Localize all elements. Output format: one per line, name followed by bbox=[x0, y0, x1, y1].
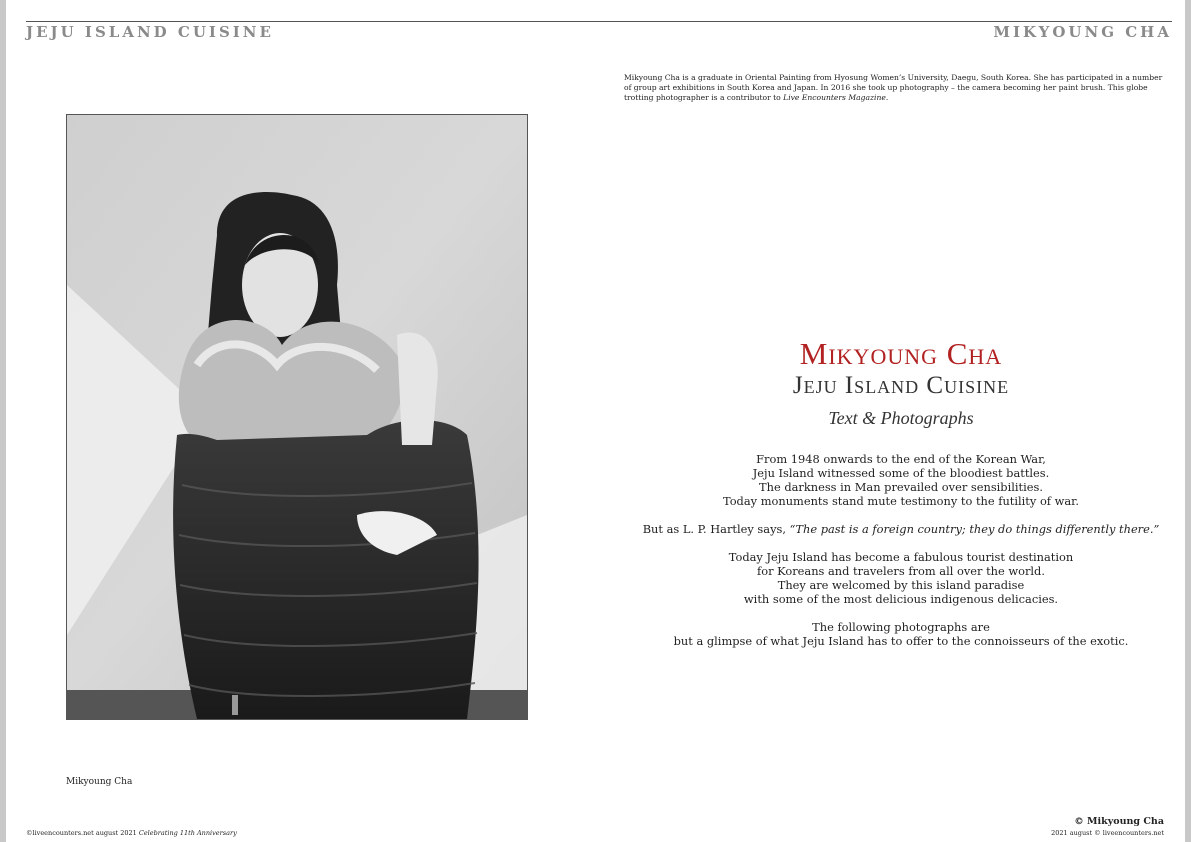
intro-line: with some of the most delicious indigenous delicacies. bbox=[743, 592, 1059, 606]
intro-paragraph-2 bbox=[626, 522, 1176, 536]
intro-paragraph-3 bbox=[626, 550, 1176, 606]
article-tagline: Text & Photographs bbox=[828, 408, 974, 428]
intro-line: Today Jeju Island has become a fabulous tourist destination bbox=[728, 550, 1074, 564]
intro-paragraph-1 bbox=[626, 452, 1176, 508]
intro-line: They are welcomed by this island paradise bbox=[777, 578, 1025, 592]
footer-right-credit: 2021 august © liveencounters.net bbox=[1051, 829, 1164, 837]
bio-magazine-name: Live Encounters Magazine. bbox=[783, 93, 889, 102]
intro-line: From 1948 onwards to the end of the Korean War, bbox=[756, 452, 1046, 466]
author-portrait-photo bbox=[66, 114, 528, 720]
footer-anniversary: Celebrating 11th Anniversary bbox=[138, 829, 237, 837]
portrait-illustration bbox=[67, 115, 527, 719]
bio-text: Mikyoung Cha is a graduate in Oriental Painting from Hyosung Women’s University, Daegu, South Korea. She has participated in a number of group art exhibitions in South Korea and Japan. In 2016 she took up photography – the camera becoming her paint brush. This globe trotting photographer is a contributor to bbox=[624, 73, 1163, 102]
header-section-title: JEJU ISLAND CUISINE bbox=[26, 23, 274, 41]
header-author-name: MIKYOUNG CHA bbox=[993, 23, 1172, 41]
intro-line: but a glimpse of what Jeju Island has to offer to the connoisseurs of the exotic. bbox=[673, 634, 1129, 648]
header-rule bbox=[26, 21, 1172, 22]
footer-photo-copyright: © Mikyoung Cha bbox=[1074, 816, 1164, 827]
intro-paragraph-4 bbox=[626, 620, 1176, 648]
intro-line: The darkness in Man prevailed over sensibilities. bbox=[759, 480, 1043, 494]
article-author-title: Mikyoung Cha bbox=[799, 336, 1003, 371]
article-title: Jeju Island Cuisine bbox=[792, 372, 1010, 399]
footer-left-credit bbox=[26, 829, 237, 837]
intro-line: Today monuments stand mute testimony to the futility of war. bbox=[722, 494, 1079, 508]
hartley-quote: “The past is a foreign country; they do things differently there.” bbox=[789, 522, 1160, 536]
intro-line: The following photographs are bbox=[812, 620, 990, 634]
intro-line: for Koreans and travelers from all over the world. bbox=[757, 564, 1045, 578]
quote-lead: But as L. P. Hartley says, bbox=[642, 522, 790, 536]
intro-line: Jeju Island witnessed some of the bloodiest battles. bbox=[752, 466, 1050, 480]
magazine-page bbox=[6, 0, 1185, 842]
article-intro bbox=[626, 452, 1176, 662]
author-bio bbox=[624, 73, 1170, 103]
footer-site-date: ©liveencounters.net august 2021 bbox=[26, 829, 139, 837]
photo-caption: Mikyoung Cha bbox=[66, 777, 133, 787]
